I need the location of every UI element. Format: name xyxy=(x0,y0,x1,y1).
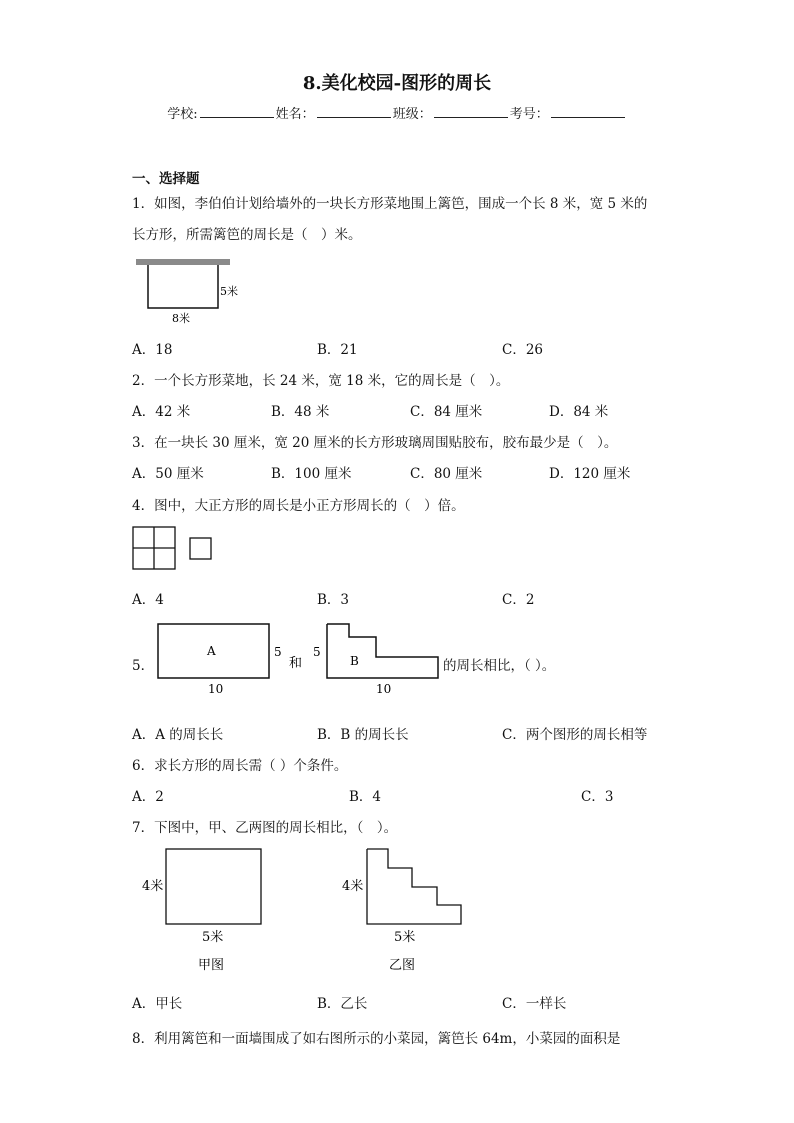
q4-option-b[interactable]: B．3 xyxy=(317,592,350,608)
class-blank[interactable] xyxy=(434,105,508,118)
section-heading: 一、选择题 xyxy=(132,171,200,187)
class-label: 班级： xyxy=(392,107,432,122)
q7-option-b[interactable]: B．乙长 xyxy=(317,996,368,1012)
yi-height: 4米 xyxy=(342,879,364,894)
yi-staircase xyxy=(367,849,461,924)
q3-text: 3．在一块长 30 厘米，宽 20 厘米的长方形玻璃周围贴胶布，胶布最少是（ ）。 xyxy=(132,435,618,451)
yi-name: 乙图 xyxy=(389,958,416,973)
q7-option-c[interactable]: C．一样长 xyxy=(502,996,567,1012)
shape-a-height: 5 xyxy=(274,645,282,659)
q1-fig-width: 8米 xyxy=(172,312,190,325)
q1-option-a[interactable]: A．18 xyxy=(132,342,173,358)
shape-b xyxy=(327,624,438,678)
q4-text: 4．图中，大正方形的周长是小正方形周长的（ ）倍。 xyxy=(132,498,465,514)
school-label: 学校: xyxy=(167,107,198,122)
q6-option-b[interactable]: B．4 xyxy=(349,789,382,805)
page-title: 8.美化校园-图形的周长 xyxy=(302,73,492,94)
q5-tail-text: 的周长相比，（ ）。 xyxy=(443,658,556,674)
q6-option-c[interactable]: C．3 xyxy=(581,789,614,805)
q1-fig-height: 5米 xyxy=(220,285,238,298)
id-blank[interactable] xyxy=(551,105,625,118)
q7-text: 7．下图中，甲、乙两图的周长相比，（ ）。 xyxy=(132,820,398,836)
q1-option-c[interactable]: C．26 xyxy=(502,342,544,358)
q7-figures xyxy=(140,843,480,978)
q3-option-b[interactable]: B．100 厘米 xyxy=(271,466,352,482)
shape-a-width: 10 xyxy=(208,682,224,696)
q5-option-b[interactable]: B．B 的周长长 xyxy=(317,727,409,743)
jia-height: 4米 xyxy=(142,879,164,894)
q4-option-c[interactable]: C．2 xyxy=(502,592,535,608)
q1-figure xyxy=(130,255,250,330)
q6-option-a[interactable]: A．2 xyxy=(132,789,164,805)
small-square xyxy=(190,538,211,559)
name-label: 姓名： xyxy=(275,107,315,122)
shape-b-label: B xyxy=(350,654,359,668)
id-label: 考号： xyxy=(509,107,549,122)
q1-text-line1: 1．如图，李伯伯计划给墙外的一块长方形菜地围上篱笆，围成一个长 8 米，宽 5 米的 xyxy=(132,196,648,212)
yi-width: 5米 xyxy=(394,930,416,945)
q2-option-c[interactable]: C．84 厘米 xyxy=(410,404,483,420)
fence-rect xyxy=(148,265,218,308)
q7-option-a[interactable]: A．甲长 xyxy=(132,996,183,1012)
q4-figure xyxy=(130,525,220,571)
q3-option-c[interactable]: C．80 厘米 xyxy=(410,466,483,482)
student-info-line xyxy=(0,103,794,122)
q8-text: 8．利用篱笆和一面墙围成了如右图所示的小菜园，篱笆长 64m，小菜园的面积是 xyxy=(132,1031,621,1047)
q2-option-d[interactable]: D．84 米 xyxy=(549,404,609,420)
q5-option-a[interactable]: A．A 的周长长 xyxy=(132,727,224,743)
name-blank[interactable] xyxy=(317,105,391,118)
wall xyxy=(136,259,230,265)
q6-text: 6．求长方形的周长需（ ）个条件。 xyxy=(132,758,348,774)
jia-width: 5米 xyxy=(202,930,224,945)
school-blank[interactable] xyxy=(200,105,274,118)
and-word: 和 xyxy=(289,656,303,671)
jia-name: 甲图 xyxy=(198,958,225,973)
shape-b-width: 10 xyxy=(376,682,392,696)
q2-text: 2．一个长方形菜地，长 24 米，宽 18 米，它的周长是（ ）。 xyxy=(132,373,510,389)
q3-option-a[interactable]: A．50 厘米 xyxy=(132,466,204,482)
q5-option-c[interactable]: C．两个图形的周长相等 xyxy=(502,727,648,743)
q3-option-d[interactable]: D．120 厘米 xyxy=(549,466,631,482)
q2-option-a[interactable]: A．42 米 xyxy=(132,404,191,420)
shape-a-label: A xyxy=(207,644,216,658)
q2-option-b[interactable]: B．48 米 xyxy=(271,404,330,420)
jia-rect xyxy=(166,849,261,924)
shape-b-height: 5 xyxy=(313,645,321,659)
q5-number: 5． xyxy=(132,658,155,674)
q4-option-a[interactable]: A．4 xyxy=(132,592,164,608)
q1-option-b[interactable]: B．21 xyxy=(317,342,358,358)
q1-text-line2: 长方形，所需篱笆的周长是（ ）米。 xyxy=(132,227,362,243)
